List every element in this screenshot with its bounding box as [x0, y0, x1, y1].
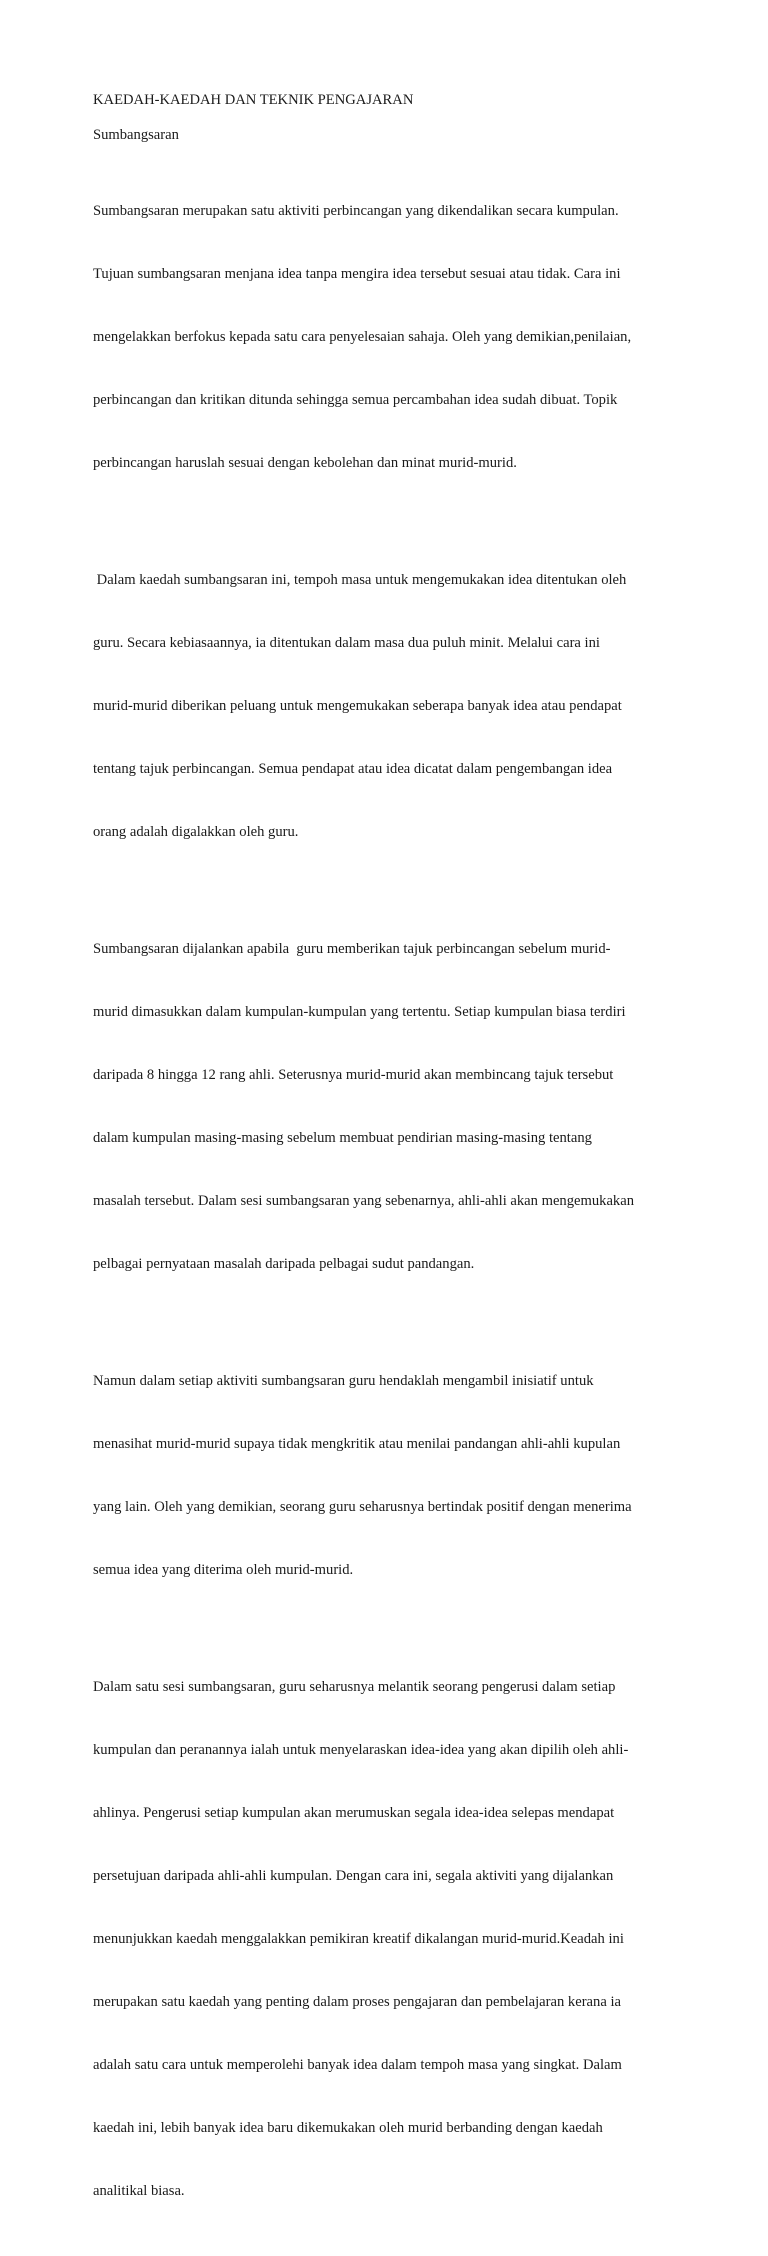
paragraph-line: guru. Secara kebiasaannya, ia ditentukan dalam masa dua puluh minit. Melalui cara ini — [93, 635, 600, 651]
paragraph-line: perbincangan haruslah sesuai dengan kebolehan dan minat murid-murid. — [93, 455, 517, 471]
paragraph-line: Namun dalam setiap aktiviti sumbangsaran guru hendaklah mengambil inisiatif untuk — [93, 1373, 594, 1389]
paragraph-line: analitikal biasa. — [93, 2183, 185, 2199]
paragraph-line: Dalam satu sesi sumbangsaran, guru seharusnya melantik seorang pengerusi dalam setiap — [93, 1679, 616, 1695]
paragraph-line: Tujuan sumbangsaran menjana idea tanpa mengira idea tersebut sesuai atau tidak. Cara ini — [93, 266, 621, 282]
paragraph-line: pelbagai pernyataan masalah daripada pelbagai sudut pandangan. — [93, 1256, 475, 1272]
paragraph-2 — [93, 528, 678, 885]
paragraph-line: dalam kumpulan masing-masing sebelum membuat pendirian masing-masing tentang — [93, 1130, 592, 1146]
paragraph-line: murid-murid diberikan peluang untuk mengemukakan seberapa banyak idea atau pendapat — [93, 698, 622, 714]
paragraph-line: perbincangan dan kritikan ditunda sehingga semua percambahan idea sudah dibuat. Topik — [93, 392, 618, 408]
paragraph-5 — [93, 1635, 678, 2244]
paragraph-line: orang adalah digalakkan oleh guru. — [93, 824, 299, 840]
paragraph-line: kaedah ini, lebih banyak idea baru dikemukakan oleh murid berbanding dengan kaedah — [93, 2120, 603, 2136]
document-body — [93, 90, 678, 2256]
paragraph-line: daripada 8 hingga 12 rang ahli. Seterusnya murid-murid akan membincang tajuk tersebut — [93, 1067, 614, 1083]
paragraph-line: yang lain. Oleh yang demikian, seorang guru seharusnya bertindak positif dengan menerima — [93, 1499, 632, 1515]
paragraph-3 — [93, 897, 678, 1317]
paragraph-line: adalah satu cara untuk memperolehi banyak idea dalam tempoh masa yang singkat. Dalam — [93, 2057, 622, 2073]
paragraph-line: Sumbangsaran dijalankan apabila guru memberikan tajuk perbincangan sebelum murid- — [93, 941, 611, 957]
paragraph-1 — [93, 159, 678, 516]
paragraph-line: mengelakkan berfokus kepada satu cara penyelesaian sahaja. Oleh yang demikian,penilaian, — [93, 329, 632, 345]
paragraph-line: kumpulan dan peranannya ialah untuk menyelaraskan idea-idea yang akan dipilih oleh ahli- — [93, 1742, 629, 1758]
paragraph-line: semua idea yang diterima oleh murid-murid. — [93, 1562, 354, 1578]
paragraph-line: Sumbangsaran merupakan satu aktiviti perbincangan yang dikendalikan secara kumpulan. — [93, 203, 619, 219]
document-title: KAEDAH-KAEDAH DAN TEKNIK PENGAJARAN — [93, 92, 414, 108]
paragraph-line: menunjukkan kaedah menggalakkan pemikiran kreatif dikalangan murid-murid.Keadah ini — [93, 1931, 624, 1947]
paragraph-line: tentang tajuk perbincangan. Semua pendapat atau idea dicatat dalam pengembangan idea — [93, 761, 613, 777]
paragraph-line: merupakan satu kaedah yang penting dalam proses pengajaran dan pembelajaran kerana ia — [93, 1994, 621, 2010]
paragraph-line: menasihat murid-murid supaya tidak mengkritik atau menilai pandangan ahli-ahli kupulan — [93, 1436, 621, 1452]
paragraph-line: ahlinya. Pengerusi setiap kumpulan akan merumuskan segala idea-idea selepas mendapat — [93, 1805, 615, 1821]
paragraph-line: masalah tersebut. Dalam sesi sumbangsaran yang sebenarnya, ahli-ahli akan mengemukakan — [93, 1193, 634, 1209]
paragraph-line: Dalam kaedah sumbangsaran ini, tempoh masa untuk mengemukakan idea ditentukan oleh — [93, 572, 627, 588]
paragraph-4 — [93, 1329, 678, 1623]
section-heading: Sumbangsaran — [93, 127, 179, 143]
paragraph-line: persetujuan daripada ahli-ahli kumpulan. Dengan cara ini, segala aktiviti yang dijalankan — [93, 1868, 614, 1884]
paragraph-line: murid dimasukkan dalam kumpulan-kumpulan yang tertentu. Setiap kumpulan biasa terdiri — [93, 1004, 626, 1020]
